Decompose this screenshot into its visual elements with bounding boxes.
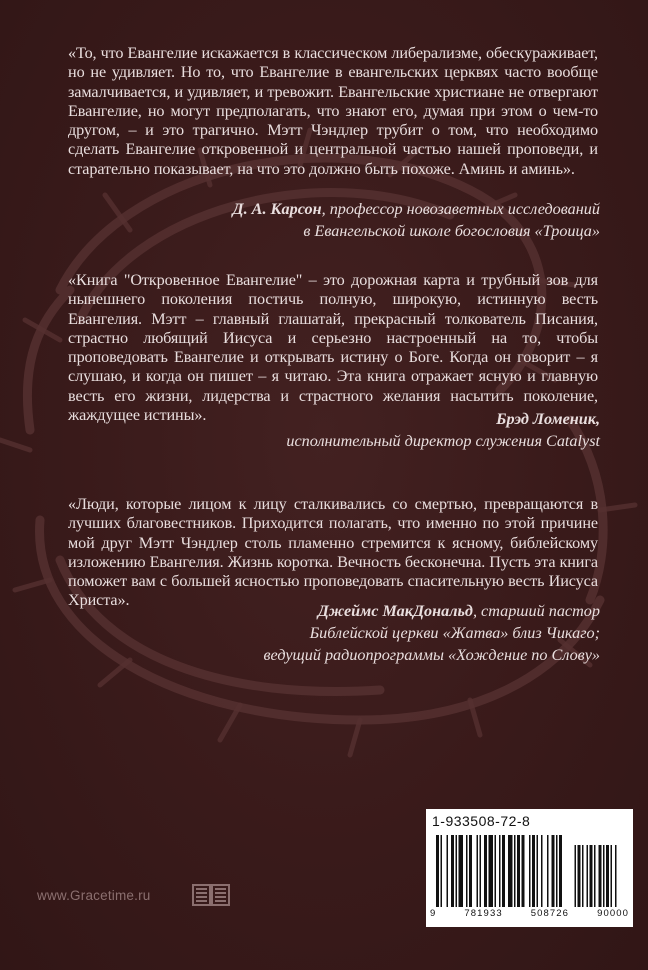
- barcode-bar: [499, 835, 501, 907]
- quote-lomenick: «Книга "Откровенное Евангелие" – это дорожная карта и трубный зов для нынешнего поколения постичь полную, широкую, истинную весть Евангелия. Мэтт – главный глашатай, прекрасный толкователь Писания, страстно любящий Иисуса и серьезно настроенный на то, чтобы проповедовать Евангелие и открывать истину о Боге. Когда он говорит – я слушаю, и когда он пишет – я читаю. Эта книга отражает ясную и главную весть его жизни, лидерства и страстного желания насытить поколение, жаждущее истины».: [68, 271, 598, 425]
- barcode-bar: [559, 835, 562, 907]
- barcode-bar: [547, 835, 549, 907]
- quote-macdonald: «Люди, которые лицом к лицу сталкивались со смертью, превращаются в лучших благовестников. Приходится полагать, что именно по этой причине мой друг Мэтт Чэндлер столь пламенно стремится к ясному, библейскому изложению Евангелия. Жизнь коротка. Вечность бесконечна. Пусть эта книга поможет вам с большей ясностью проповедовать спасительную весть Иисуса Христа».: [68, 495, 598, 610]
- barcode-bar: [522, 835, 525, 907]
- barcode-bar: [508, 835, 513, 907]
- author-carson-name: Д. А. Карсон: [232, 200, 322, 218]
- barcode-addon-bar: [578, 845, 581, 907]
- author-lomenick: [286, 408, 600, 452]
- author-carson: [233, 198, 600, 242]
- barcode-addon-bar: [615, 845, 617, 907]
- barcode-bar: [456, 835, 458, 907]
- barcode-addon-bar: [590, 845, 593, 907]
- publisher-url[interactable]: www.Gracetime.ru: [37, 888, 151, 903]
- barcode-bar: [552, 835, 555, 907]
- isbn-digit-group: 90000: [597, 908, 629, 919]
- isbn-digit-group: 508726: [530, 908, 570, 919]
- barcode-bar: [537, 835, 539, 907]
- barcode-bar: [480, 835, 482, 907]
- barcode: [436, 835, 623, 907]
- barcode-bar: [451, 835, 454, 907]
- barcode-bar: [489, 835, 494, 907]
- isbn-digit-group: 781933: [464, 908, 503, 919]
- barcode-addon-bar: [611, 845, 613, 907]
- barcode-bar: [556, 835, 558, 907]
- isbn-digit-group: 9: [430, 908, 437, 919]
- barcode-bar: [529, 835, 531, 907]
- author-macdonald-title-2: Библейской церкви «Жатва» близ Чикаго;: [309, 624, 600, 642]
- author-macdonald: [264, 600, 600, 666]
- author-lomenick-name: Брэд Ломеник,: [496, 410, 600, 428]
- quote-carson: «То, что Евангелие искажается в классическом либерализме, обескураживает, но не удивляет. Но то, что Евангелие в евангельских церквях часто вообще замалчивается, и удивляет, и тревожит. Евангельские христиане не отвергают Евангелие, но могут предполагать, что знают его, думая при этом о чем-то другом, – и это трагично. Мэтт Чэндлер трубит о том, что необходимо сделать Евангелие откровенной и центральной частью нашей проповеди, и старательно показывает, на что это должно быть похоже. Аминь и аминь».: [68, 44, 598, 178]
- open-book-icon: [190, 879, 232, 909]
- isbn-digits: [430, 908, 629, 919]
- barcode-bar: [514, 835, 516, 907]
- barcode-bar: [469, 835, 472, 907]
- barcode-addon-bar: [606, 845, 609, 907]
- author-macdonald-title-3: ведущий радиопрограммы «Хождение по Слову»: [263, 646, 600, 664]
- barcode-bar: [477, 835, 479, 907]
- author-macdonald-title-1: , старший пастор: [472, 602, 600, 620]
- author-carson-title-2: в Евангельской школе богословия «Троица»: [303, 222, 600, 240]
- barcode-bar: [517, 835, 520, 907]
- barcode-bar: [466, 835, 468, 907]
- barcode-addon-bar: [594, 845, 596, 907]
- author-macdonald-name: Джеймс МакДональд: [317, 602, 473, 620]
- isbn-barcode-box: [426, 809, 633, 927]
- barcode-addon-bar: [603, 845, 605, 907]
- barcode-addon-bar: [582, 845, 584, 907]
- author-lomenick-title-1: исполнительный директор служения Catalyst: [286, 432, 600, 450]
- barcode-addon-bar: [599, 845, 602, 907]
- barcode-bar: [484, 835, 487, 907]
- barcode-bar: [459, 835, 464, 907]
- barcode-bar: [532, 835, 535, 907]
- isbn-label: 1-933508-72-8: [432, 813, 531, 829]
- barcode-bar: [502, 835, 505, 907]
- barcode-bar: [441, 835, 443, 907]
- barcode-bar: [447, 835, 449, 907]
- barcode-bar: [436, 835, 439, 907]
- barcode-addon-bar: [587, 845, 589, 907]
- author-carson-title-1: , профессор новозаветных исследований: [321, 200, 600, 218]
- barcode-bar: [541, 835, 543, 907]
- barcode-addon-bar: [575, 845, 577, 907]
- barcode-bar: [495, 835, 497, 907]
